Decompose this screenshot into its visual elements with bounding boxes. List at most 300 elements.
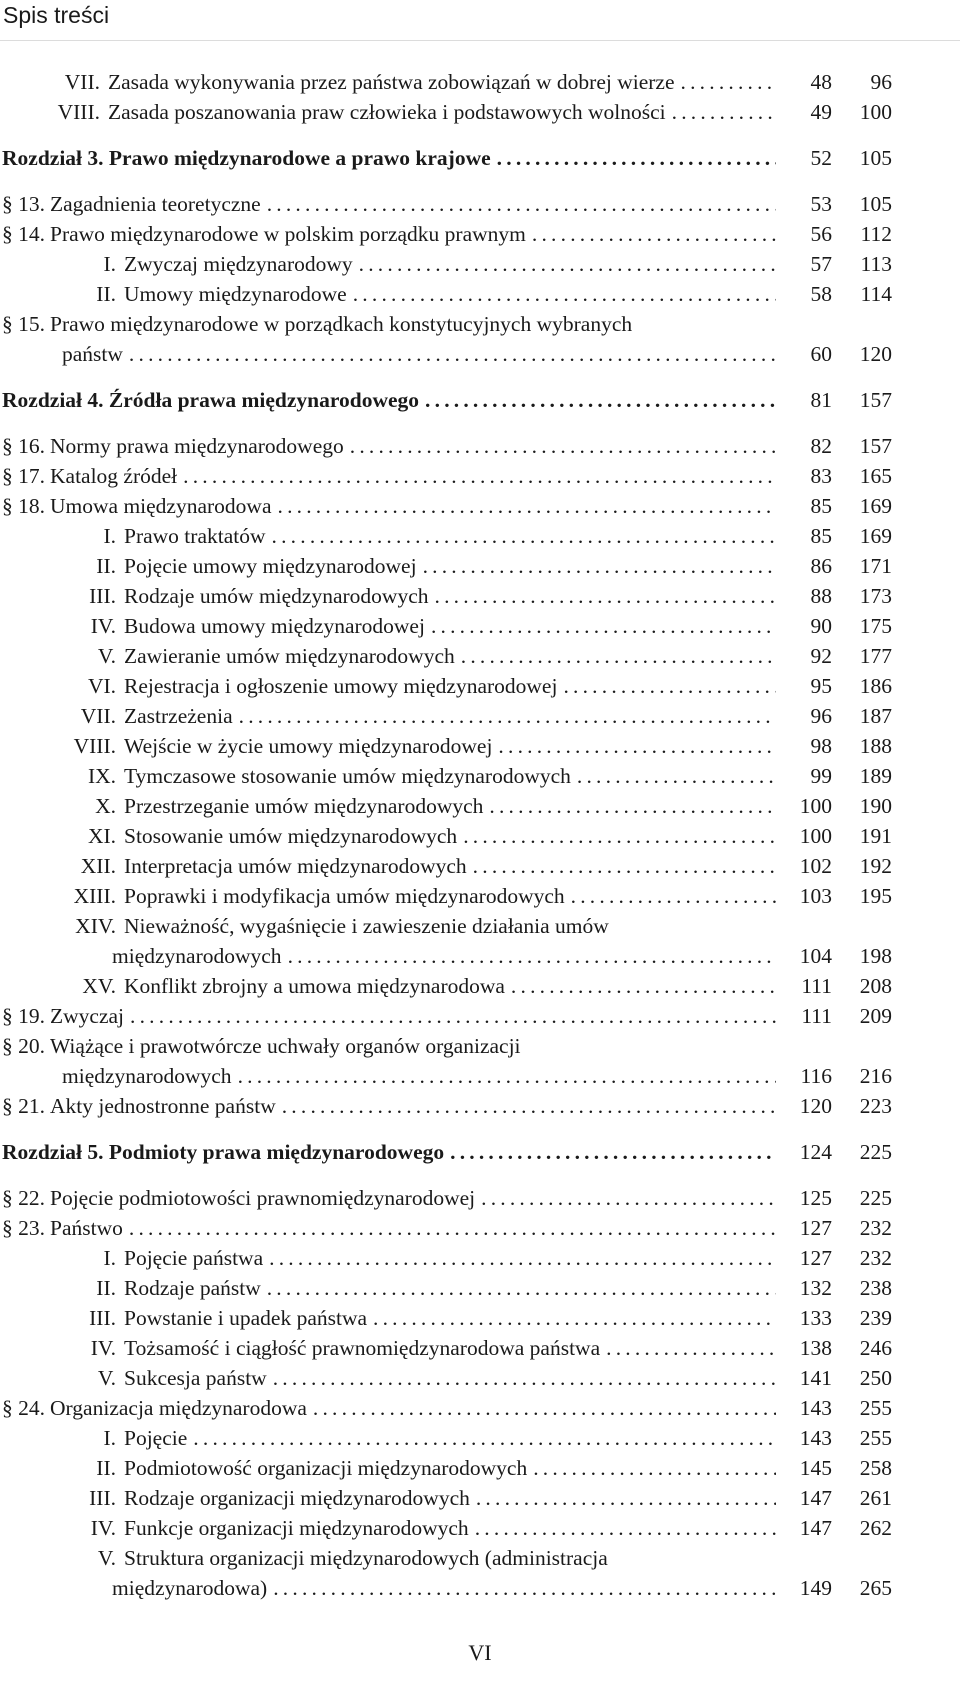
toc-entry-title: Akty jednostronne państw	[50, 1091, 282, 1121]
toc-entry-title: Umowy międzynarodowe	[124, 279, 353, 309]
toc-leader-dots	[489, 791, 776, 821]
toc-page-number: 141	[799, 1366, 832, 1390]
toc-entry-title: Sukcesja państw	[124, 1363, 273, 1393]
toc-entry-line	[124, 821, 776, 851]
toc-page-number-alt: 262	[859, 1516, 892, 1540]
toc-entry[interactable]	[0, 1363, 960, 1393]
toc-page-number: 60	[810, 342, 832, 366]
toc-entry[interactable]	[0, 821, 960, 851]
toc-entry-line	[124, 881, 776, 911]
toc-page-number: 138	[799, 1336, 832, 1360]
toc-entry[interactable]	[0, 911, 960, 941]
toc-entry[interactable]	[0, 701, 960, 731]
toc-entry-title: Katalog źródeł	[50, 461, 183, 491]
toc-roman-numeral: IV.	[90, 1336, 116, 1360]
toc-entry-line	[124, 851, 776, 881]
toc-page-number: 104	[799, 944, 832, 968]
toc-leader-dots	[183, 461, 776, 491]
toc-entry[interactable]	[0, 851, 960, 881]
toc-page-number: 125	[799, 1186, 832, 1210]
toc-entry-line	[124, 761, 776, 791]
toc-page-number-alt: 113	[860, 252, 892, 276]
toc-entry-line	[2, 143, 776, 173]
toc-page-number: 100	[799, 794, 832, 818]
toc-page-number: 102	[799, 854, 832, 878]
toc-entry-line	[124, 971, 776, 1001]
toc-leader-dots	[681, 67, 776, 97]
toc-entry-line	[124, 791, 776, 821]
toc-entry[interactable]	[0, 611, 960, 641]
toc-entry-line	[50, 189, 776, 219]
toc-roman-numeral: II.	[96, 282, 116, 306]
toc-entry-line	[50, 491, 776, 521]
toc-page-number-alt: 112	[860, 222, 892, 246]
toc-page-number: 48	[810, 70, 832, 94]
toc-leader-dots	[278, 491, 777, 521]
toc-roman-numeral: XV.	[82, 974, 116, 998]
toc-page-number: 143	[799, 1426, 832, 1450]
toc-page-number-alt: 265	[859, 1576, 892, 1600]
toc-entry-title: Zwyczaj	[50, 1001, 130, 1031]
toc-leader-dots	[359, 249, 776, 279]
toc-entry-line	[124, 1483, 776, 1513]
toc-entry-title: Zagadnienia teoretyczne	[50, 189, 267, 219]
toc-entry-line	[124, 1273, 776, 1303]
toc-entry-title: Pojęcie	[124, 1423, 193, 1453]
table-of-contents	[0, 67, 960, 1603]
toc-page-number: 52	[810, 146, 832, 170]
toc-page-number-alt: 169	[859, 494, 892, 518]
toc-entry[interactable]	[0, 1423, 960, 1453]
toc-roman-numeral: VIII.	[73, 734, 116, 758]
toc-leader-dots	[481, 1183, 776, 1213]
toc-roman-numeral: I.	[103, 252, 116, 276]
toc-entry-title: Rodzaje umów międzynarodowych	[124, 581, 435, 611]
toc-entry-title: Funkcje organizacji międzynarodowych	[124, 1513, 475, 1543]
toc-page-number-alt: 246	[859, 1336, 892, 1360]
toc-leader-dots	[267, 1273, 776, 1303]
toc-entry[interactable]	[0, 731, 960, 761]
toc-page-number-alt: 188	[859, 734, 892, 758]
toc-entry-title: Wiążące i prawotwórcze uchwały organów organizacji	[50, 1031, 527, 1061]
toc-entry[interactable]	[0, 309, 960, 339]
toc-entry[interactable]	[0, 1137, 960, 1167]
toc-leader-dots	[498, 731, 776, 761]
toc-page-number: 81	[810, 388, 832, 412]
toc-page-number: 57	[810, 252, 832, 276]
toc-page-number-alt: 177	[859, 644, 892, 668]
toc-entry[interactable]	[0, 1061, 960, 1091]
toc-page-number: 82	[810, 434, 832, 458]
page-header-title: Spis treści	[3, 2, 110, 28]
toc-entry[interactable]	[0, 249, 960, 279]
toc-page-number: 132	[799, 1276, 832, 1300]
toc-entry[interactable]	[0, 1573, 960, 1603]
toc-entry-title: Zwyczaj międzynarodowy	[124, 249, 359, 279]
toc-entry[interactable]	[0, 1513, 960, 1543]
toc-entry-line	[124, 1543, 950, 1573]
toc-page-number: 53	[810, 192, 832, 216]
toc-roman-numeral: XII.	[80, 854, 116, 878]
toc-leader-dots	[473, 851, 776, 881]
toc-entry-line	[62, 339, 776, 369]
toc-page-number: 86	[810, 554, 832, 578]
toc-entry-title: Normy prawa międzynarodowego	[50, 431, 350, 461]
toc-entry[interactable]	[0, 189, 960, 219]
toc-section-number: § 23.	[2, 1216, 45, 1240]
toc-page-number: 98	[810, 734, 832, 758]
toc-roman-numeral: I.	[103, 1426, 116, 1450]
toc-leader-dots	[475, 1513, 776, 1543]
toc-page-number: 85	[810, 494, 832, 518]
toc-entry-line	[50, 1183, 776, 1213]
toc-section-number: § 19.	[2, 1004, 45, 1028]
toc-page-number: 145	[799, 1456, 832, 1480]
toc-entry-line	[124, 1363, 776, 1393]
toc-page-number-alt: 165	[859, 464, 892, 488]
toc-page-number-alt: 187	[859, 704, 892, 728]
toc-entry-title: Tożsamość i ciągłość prawnomiędzynarodowa państwa	[124, 1333, 606, 1363]
toc-entry-title: Państwo	[50, 1213, 129, 1243]
toc-leader-dots	[461, 641, 776, 671]
toc-entry[interactable]	[0, 551, 960, 581]
toc-page-number: 120	[799, 1094, 832, 1118]
toc-page-number: 147	[799, 1486, 832, 1510]
toc-leader-dots	[130, 1001, 776, 1031]
toc-entry-title: Umowa międzynarodowa	[50, 491, 278, 521]
toc-entry[interactable]	[0, 279, 960, 309]
toc-entry-line	[108, 97, 776, 127]
toc-entry[interactable]	[0, 339, 960, 369]
toc-page-number-alt: 191	[859, 824, 892, 848]
toc-page-number-alt: 157	[859, 388, 892, 412]
toc-entry[interactable]	[0, 1273, 960, 1303]
toc-leader-dots	[463, 821, 776, 851]
toc-entry-line	[124, 1423, 776, 1453]
toc-leader-dots	[353, 279, 776, 309]
toc-entry[interactable]	[0, 671, 960, 701]
toc-page-number-alt: 261	[859, 1486, 892, 1510]
toc-section-number: § 24.	[2, 1396, 45, 1420]
toc-page-number: 133	[799, 1306, 832, 1330]
toc-leader-dots	[672, 97, 776, 127]
toc-entry[interactable]	[0, 1091, 960, 1121]
toc-leader-dots	[288, 941, 776, 971]
toc-leader-dots	[193, 1423, 776, 1453]
toc-leader-dots	[373, 1303, 776, 1333]
toc-entry[interactable]	[0, 1001, 960, 1031]
toc-entry[interactable]	[0, 1243, 960, 1273]
toc-entry-title: międzynarodowa)	[112, 1573, 273, 1603]
toc-entry-line	[50, 219, 776, 249]
toc-entry-title: Konflikt zbrojny a umowa międzynarodowa	[124, 971, 511, 1001]
toc-entry-line	[124, 279, 776, 309]
toc-entry[interactable]	[0, 1213, 960, 1243]
toc-page-number-alt: 258	[859, 1456, 892, 1480]
toc-entry[interactable]	[0, 581, 960, 611]
toc-leader-dots	[239, 701, 776, 731]
toc-entry-title: Podmiotowość organizacji międzynarodowych	[124, 1453, 533, 1483]
toc-roman-numeral: III.	[89, 1486, 116, 1510]
toc-roman-numeral: I.	[103, 1246, 116, 1270]
toc-leader-dots	[476, 1483, 776, 1513]
toc-entry-line	[124, 611, 776, 641]
toc-leader-dots	[606, 1333, 776, 1363]
toc-page-number-alt: 250	[859, 1366, 892, 1390]
toc-page-number: 127	[799, 1216, 832, 1240]
toc-entry-line	[50, 461, 776, 491]
toc-roman-numeral: II.	[96, 1276, 116, 1300]
toc-page-number: 56	[810, 222, 832, 246]
toc-entry-line	[50, 1393, 776, 1423]
toc-page-number: 95	[810, 674, 832, 698]
toc-entry[interactable]	[0, 641, 960, 671]
toc-leader-dots	[532, 219, 776, 249]
toc-entry-line	[124, 671, 776, 701]
toc-entry-line	[124, 1303, 776, 1333]
toc-entry-line	[108, 67, 776, 97]
toc-entry-line	[124, 551, 776, 581]
toc-page-number-alt: 238	[859, 1276, 892, 1300]
toc-entry-line	[50, 1213, 776, 1243]
toc-leader-dots	[425, 385, 776, 415]
toc-entry[interactable]	[0, 385, 960, 415]
toc-entry-title: Tymczasowe stosowanie umów międzynarodowych	[124, 761, 577, 791]
toc-entry[interactable]	[0, 1183, 960, 1213]
toc-chapter-title: Rozdział 4. Źródła prawa międzynarodowego	[2, 385, 425, 415]
toc-leader-dots	[350, 431, 776, 461]
toc-page-number: 100	[799, 824, 832, 848]
toc-roman-numeral: III.	[89, 584, 116, 608]
toc-entry-title: Poprawki i modyfikacja umów międzynarodowych	[124, 881, 571, 911]
toc-roman-numeral: IV.	[90, 1516, 116, 1540]
toc-entry-title: Zawieranie umów międzynarodowych	[124, 641, 461, 671]
toc-section-number: § 16.	[2, 434, 45, 458]
toc-leader-dots	[423, 551, 776, 581]
toc-leader-dots	[571, 881, 776, 911]
toc-entry[interactable]	[0, 1031, 960, 1061]
toc-entry-line	[124, 1513, 776, 1543]
toc-leader-dots	[577, 761, 776, 791]
toc-entry-title: Nieważność, wygaśnięcie i zawieszenie działania umów	[124, 911, 615, 941]
toc-page-number-alt: 96	[870, 70, 892, 94]
toc-entry-title: międzynarodowych	[62, 1061, 238, 1091]
toc-roman-numeral: IX.	[87, 764, 116, 788]
toc-roman-numeral: VII.	[64, 70, 100, 94]
toc-leader-dots	[273, 1573, 776, 1603]
toc-entry-title: Organizacja międzynarodowa	[50, 1393, 313, 1423]
toc-page-number: 85	[810, 524, 832, 548]
toc-entry-title: Wejście w życie umowy międzynarodowej	[124, 731, 498, 761]
toc-page-number: 58	[810, 282, 832, 306]
toc-roman-numeral: V.	[97, 644, 116, 668]
toc-roman-numeral: IV.	[90, 614, 116, 638]
toc-leader-dots	[269, 1243, 776, 1273]
toc-leader-dots	[450, 1137, 776, 1167]
toc-entry-title: Interpretacja umów międzynarodowych	[124, 851, 473, 881]
toc-page-number-alt: 190	[859, 794, 892, 818]
toc-entry-line	[50, 1031, 950, 1061]
toc-entry[interactable]	[0, 881, 960, 911]
toc-entry-line	[50, 1001, 776, 1031]
toc-page-number-alt: 175	[859, 614, 892, 638]
toc-entry-title: Zasada wykonywania przez państwa zobowiązań w dobrej wierze	[108, 67, 681, 97]
toc-page-number-alt: 100	[859, 100, 892, 124]
toc-entry-title: Rejestracja i ogłoszenie umowy międzynarodowej	[124, 671, 563, 701]
toc-entry-title: Pojęcie państwa	[124, 1243, 269, 1273]
toc-section-number: § 18.	[2, 494, 45, 518]
toc-entry-line	[124, 521, 776, 551]
toc-entry-title: Pojęcie podmiotowości prawnomiędzynarodowej	[50, 1183, 481, 1213]
toc-leader-dots	[273, 1363, 776, 1393]
toc-entry-title: Zasada poszanowania praw człowieka i podstawowych wolności	[108, 97, 672, 127]
toc-entry[interactable]	[0, 1543, 960, 1573]
toc-page-number-alt: 232	[859, 1246, 892, 1270]
toc-entry-line	[124, 911, 950, 941]
toc-page-number: 116	[800, 1064, 832, 1088]
toc-entry[interactable]	[0, 1303, 960, 1333]
toc-entry[interactable]	[0, 1483, 960, 1513]
toc-page-number-alt: 223	[859, 1094, 892, 1118]
toc-entry-title: Prawo traktatów	[124, 521, 272, 551]
toc-roman-numeral: VII.	[80, 704, 116, 728]
toc-entry[interactable]	[0, 521, 960, 551]
toc-page-number: 90	[810, 614, 832, 638]
toc-page-number-alt: 186	[859, 674, 892, 698]
toc-entry-line	[50, 309, 950, 339]
toc-section-number: § 21.	[2, 1094, 45, 1118]
toc-section-number: § 14.	[2, 222, 45, 246]
toc-page-number-alt: 216	[859, 1064, 892, 1088]
toc-entry-title: państw	[62, 339, 129, 369]
toc-entry[interactable]	[0, 219, 960, 249]
toc-leader-dots	[238, 1061, 776, 1091]
toc-leader-dots	[267, 189, 776, 219]
toc-entry[interactable]	[0, 1393, 960, 1423]
toc-entry-title: Rodzaje państw	[124, 1273, 267, 1303]
toc-page-number-alt: 114	[860, 282, 892, 306]
toc-section-number: § 20.	[2, 1034, 45, 1058]
page-header	[0, 0, 960, 41]
toc-page-number-alt: 173	[859, 584, 892, 608]
toc-page-number: 149	[799, 1576, 832, 1600]
toc-entry[interactable]	[0, 1333, 960, 1363]
toc-entry[interactable]	[0, 67, 960, 97]
toc-entry-title: międzynarodowych	[112, 941, 288, 971]
toc-entry[interactable]	[0, 431, 960, 461]
toc-page-number: 124	[799, 1140, 832, 1164]
toc-page-number: 92	[810, 644, 832, 668]
toc-entry-line	[124, 1333, 776, 1363]
toc-entry-title: Powstanie i upadek państwa	[124, 1303, 373, 1333]
toc-section-number: § 17.	[2, 464, 45, 488]
page-number: VI	[468, 1640, 492, 1665]
toc-page-number-alt: 225	[859, 1140, 892, 1164]
toc-entry-title: Zastrzeżenia	[124, 701, 239, 731]
toc-roman-numeral: XIII.	[73, 884, 116, 908]
toc-roman-numeral: XI.	[87, 824, 116, 848]
toc-entry[interactable]	[0, 1453, 960, 1483]
toc-page-number: 143	[799, 1396, 832, 1420]
toc-page-number-alt: 225	[859, 1186, 892, 1210]
toc-page-number-alt: 189	[859, 764, 892, 788]
toc-page-number-alt: 120	[859, 342, 892, 366]
toc-roman-numeral: V.	[97, 1546, 116, 1570]
toc-page-number-alt: 239	[859, 1306, 892, 1330]
toc-leader-dots	[431, 611, 776, 641]
toc-entry-line	[2, 385, 776, 415]
toc-page-number: 111	[801, 974, 832, 998]
toc-roman-numeral: XIV.	[75, 914, 116, 938]
toc-entry[interactable]	[0, 491, 960, 521]
toc-section-number: § 22.	[2, 1186, 45, 1210]
toc-entry[interactable]	[0, 143, 960, 173]
toc-entry-title: Pojęcie umowy międzynarodowej	[124, 551, 423, 581]
toc-entry-line	[124, 701, 776, 731]
toc-page-number-alt: 209	[859, 1004, 892, 1028]
toc-entry-title: Budowa umowy międzynarodowej	[124, 611, 431, 641]
toc-page-number-alt: 195	[859, 884, 892, 908]
toc-leader-dots	[497, 143, 776, 173]
toc-entry-line	[50, 1091, 776, 1121]
toc-page-number-alt: 255	[859, 1426, 892, 1450]
toc-leader-dots	[282, 1091, 776, 1121]
toc-entry-title: Stosowanie umów międzynarodowych	[124, 821, 463, 851]
toc-entry-line	[124, 1453, 776, 1483]
toc-page-number: 127	[799, 1246, 832, 1270]
toc-entry[interactable]	[0, 461, 960, 491]
toc-leader-dots	[435, 581, 777, 611]
toc-page-number-alt: 171	[859, 554, 892, 578]
toc-page-number: 99	[810, 764, 832, 788]
toc-roman-numeral: VI.	[87, 674, 116, 698]
toc-entry-line	[124, 1243, 776, 1273]
toc-roman-numeral: II.	[96, 554, 116, 578]
toc-entry-title: Przestrzeganie umów międzynarodowych	[124, 791, 489, 821]
toc-section-number: § 13.	[2, 192, 45, 216]
toc-entry-title: Struktura organizacji międzynarodowych (administracja	[124, 1543, 614, 1573]
toc-leader-dots	[272, 521, 776, 551]
toc-entry[interactable]	[0, 941, 960, 971]
toc-page-number: 83	[810, 464, 832, 488]
toc-page-number: 49	[810, 100, 832, 124]
toc-entry-line	[124, 249, 776, 279]
toc-entry[interactable]	[0, 971, 960, 1001]
toc-leader-dots	[511, 971, 776, 1001]
toc-section-number: § 15.	[2, 312, 45, 336]
toc-page-number: 96	[810, 704, 832, 728]
toc-chapter-title: Rozdział 5. Podmioty prawa międzynarodowego	[2, 1137, 450, 1167]
toc-leader-dots	[129, 1213, 776, 1243]
toc-roman-numeral: VIII.	[57, 100, 100, 124]
toc-page-number: 103	[799, 884, 832, 908]
toc-leader-dots	[533, 1453, 776, 1483]
toc-entry[interactable]	[0, 791, 960, 821]
toc-entry-line	[124, 731, 776, 761]
toc-entry-title: Rodzaje organizacji międzynarodowych	[124, 1483, 476, 1513]
toc-page-number-alt: 157	[859, 434, 892, 458]
toc-chapter-title: Rozdział 3. Prawo międzynarodowe a prawo krajowe	[2, 143, 497, 173]
toc-entry[interactable]	[0, 97, 960, 127]
toc-page-number-alt: 232	[859, 1216, 892, 1240]
toc-roman-numeral: III.	[89, 1306, 116, 1330]
toc-leader-dots	[129, 339, 776, 369]
toc-page-number-alt: 255	[859, 1396, 892, 1420]
toc-page-number-alt: 169	[859, 524, 892, 548]
toc-entry[interactable]	[0, 761, 960, 791]
toc-entry-line	[124, 581, 776, 611]
toc-page-number: 147	[799, 1516, 832, 1540]
